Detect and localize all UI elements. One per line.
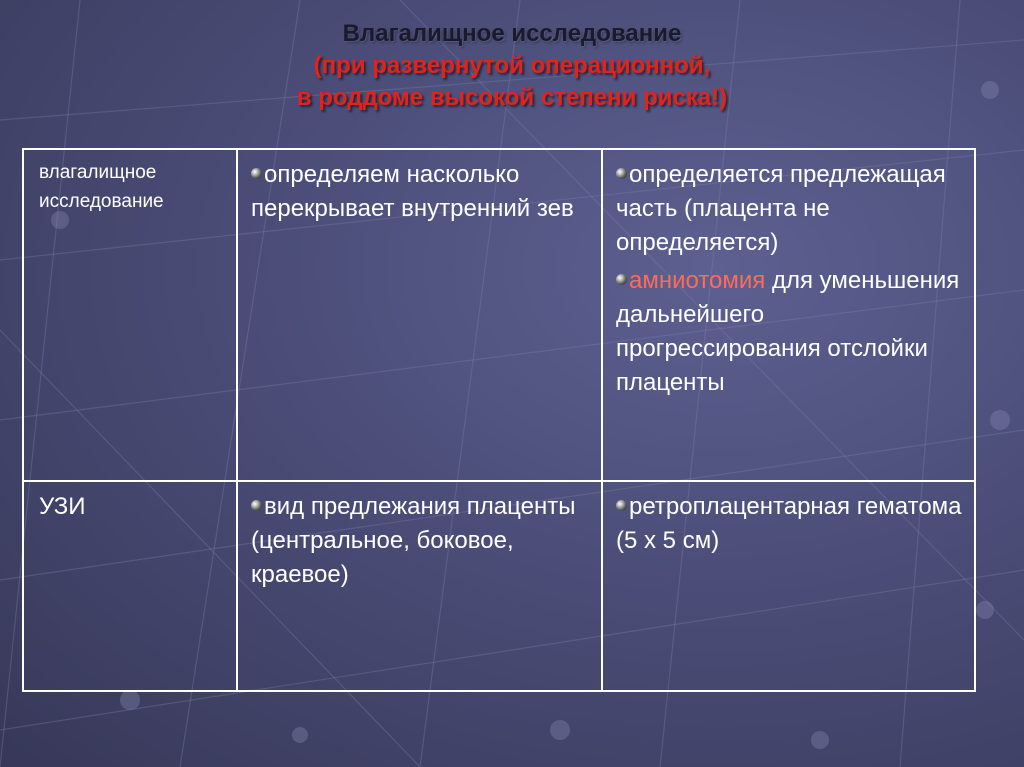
table-divider-vertical [601,150,603,690]
highlight-term: амниотомия [629,267,766,294]
list-item: ретроплацентарная гематома (5 х 5 см) [616,493,962,554]
cell-vaginal-exam-result [616,158,974,404]
slide-title [0,18,1024,114]
title-line-sub1: (при развернутой операционной, [313,52,711,79]
title-line-sub2: в роддоме высокой степени риска!) [296,84,728,111]
sphere-bullet-icon [616,168,627,179]
list-item: вид предлежания плаценты (центральное, боковое, краевое) [251,493,576,588]
row-label-ultrasound: УЗИ [39,493,86,520]
list-item: определяем насколько перекрывает внутренний зев [251,161,574,222]
cell-ultrasound-result [616,490,974,562]
sphere-bullet-icon [251,168,262,179]
list-item: амниотомия для уменьшения дальнейшего прогрессирования отслойки плаценты [616,267,960,396]
sphere-bullet-icon [616,274,627,285]
title-line-main: Влагалищное исследование [342,20,682,47]
table-divider-vertical [236,150,238,690]
list-item: определяется предлежащая часть (плацента не определяется) [616,161,946,256]
sphere-bullet-icon [251,500,262,511]
cell-ultrasound-finding [251,490,596,596]
comparison-table [22,148,976,692]
cell-vaginal-exam-finding [251,158,596,230]
sphere-bullet-icon [616,500,627,511]
row-label-vaginal-exam: влагалищное исследование [39,162,164,212]
table-divider-horizontal [24,480,974,482]
